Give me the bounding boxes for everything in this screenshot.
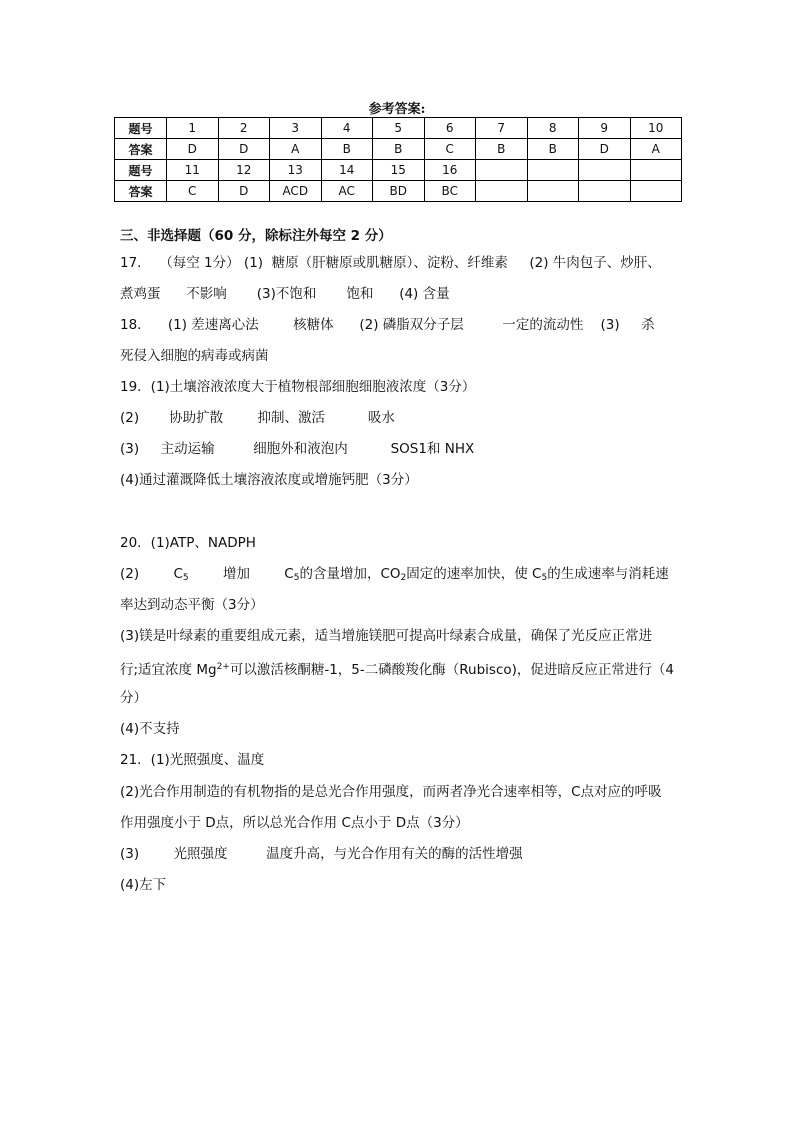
table-cell: 5 xyxy=(373,118,425,139)
table-cell: 12 xyxy=(218,160,270,181)
table-cell xyxy=(476,160,528,181)
table-cell: 3 xyxy=(270,118,322,139)
table-cell: A xyxy=(270,139,322,160)
table-cell xyxy=(527,160,579,181)
q21-line-2: (2)光合作用制造的有机物指的是总光合作用强度，而两者净光合速率相等，C点对应的呼吸 xyxy=(120,784,662,800)
table-cell: B xyxy=(321,139,373,160)
table-cell: 15 xyxy=(373,160,425,181)
q21-line-4: (3) 光照强度 温度升高，与光合作用有关的酶的活性增强 xyxy=(120,846,523,862)
answer-table xyxy=(114,117,682,202)
table-cell xyxy=(579,181,631,202)
table-row xyxy=(115,118,682,139)
table-cell xyxy=(579,160,631,181)
q18-line-1: 18． (1) 差速离心法 核糖体 (2) 磷脂双分子层 一定的流动性 (3) 杀 xyxy=(120,317,655,333)
table-cell: B xyxy=(527,139,579,160)
table-cell: BD xyxy=(373,181,425,202)
table-row xyxy=(115,139,682,160)
q18-line-2: 死侵入细胞的病毒或病菌 xyxy=(120,348,269,364)
table-cell: B xyxy=(373,139,425,160)
table-row-header: 题号 xyxy=(115,118,167,139)
table-cell: 1 xyxy=(167,118,219,139)
table-row xyxy=(115,181,682,202)
q20-line-3: 率达到动态平衡（3分） xyxy=(120,597,264,613)
table-cell: 10 xyxy=(630,118,682,139)
table-cell: 8 xyxy=(527,118,579,139)
q21-line-3: 作用强度小于 D点，所以总光合作用 C点小于 D点（3分） xyxy=(120,815,469,831)
table-cell: AC xyxy=(321,181,373,202)
q20-line-5: 行;适宜浓度 $Mg^{2+}$可以激活核酮糖-1，5-二磷酸羧化酶（Rubisco)，促进暗反应正常进行（4 xyxy=(120,662,674,678)
table-cell: D xyxy=(579,139,631,160)
table-cell: BC xyxy=(424,181,476,202)
table-cell xyxy=(527,181,579,202)
table-cell: A xyxy=(630,139,682,160)
table-cell: 13 xyxy=(270,160,322,181)
q19-line-1: 19．(1)土壤溶液浓度大于植物根部细胞细胞液浓度（3分） xyxy=(120,379,476,395)
table-cell: D xyxy=(218,181,270,202)
q17-line-1: 17． （每空 1分） (1) 糖原（肝糖原或肌糖原）、淀粉、纤维素 (2) 牛肉包子、炒肝、 xyxy=(120,255,661,271)
table-cell: D xyxy=(167,139,219,160)
q19-line-3: (3) 主动运输 细胞外和液泡内 SOS1和 NHX xyxy=(120,441,475,457)
q19-line-2: (2) 协助扩散 抑制、激活 吸水 xyxy=(120,410,395,426)
table-row-header: 答案 xyxy=(115,181,167,202)
q20-line-1: 20．(1)ATP、NADPH xyxy=(120,535,256,551)
q21-line-1: 21．(1)光照强度、温度 xyxy=(120,752,265,768)
table-cell: 14 xyxy=(321,160,373,181)
table-cell xyxy=(476,181,528,202)
table-cell: 9 xyxy=(579,118,631,139)
table-cell: C xyxy=(167,181,219,202)
section-heading: 三、非选择题（60 分，除标注外每空 2 分） xyxy=(120,228,392,244)
q17-line-2: 煮鸡蛋 不影响 (3)不饱和 饱和 (4) 含量 xyxy=(120,286,450,302)
q20-line-2: (2) $C_5$ 增加 $C_5$的含量增加，$CO_2$固定的速率加快，使 $C_5$的生成速率与消耗速 xyxy=(120,566,669,583)
table-cell: 6 xyxy=(424,118,476,139)
q20-line-7: (4)不支持 xyxy=(120,721,180,737)
table-row-header: 题号 xyxy=(115,160,167,181)
table-cell: 2 xyxy=(218,118,270,139)
table-row xyxy=(115,160,682,181)
table-cell: B xyxy=(476,139,528,160)
q19-line-4: (4)通过灌溉降低土壤溶液浓度或增施钙肥（3分） xyxy=(120,472,418,488)
q20-line-6: 分） xyxy=(120,690,147,706)
table-cell: C xyxy=(424,139,476,160)
table-cell: 16 xyxy=(424,160,476,181)
table-cell xyxy=(630,181,682,202)
table-cell: 11 xyxy=(167,160,219,181)
table-cell: ACD xyxy=(270,181,322,202)
table-cell: D xyxy=(218,139,270,160)
table-cell: 4 xyxy=(321,118,373,139)
q20-line-4: (3)镁是叶绿素的重要组成元素，适当增施镁肥可提高叶绿素合成量，确保了光反应正常进 xyxy=(120,628,653,644)
table-row-header: 答案 xyxy=(115,139,167,160)
page-title: 参考答案: xyxy=(368,102,426,117)
table-cell xyxy=(630,160,682,181)
table-cell: 7 xyxy=(476,118,528,139)
q21-line-5: (4)左下 xyxy=(120,877,167,893)
